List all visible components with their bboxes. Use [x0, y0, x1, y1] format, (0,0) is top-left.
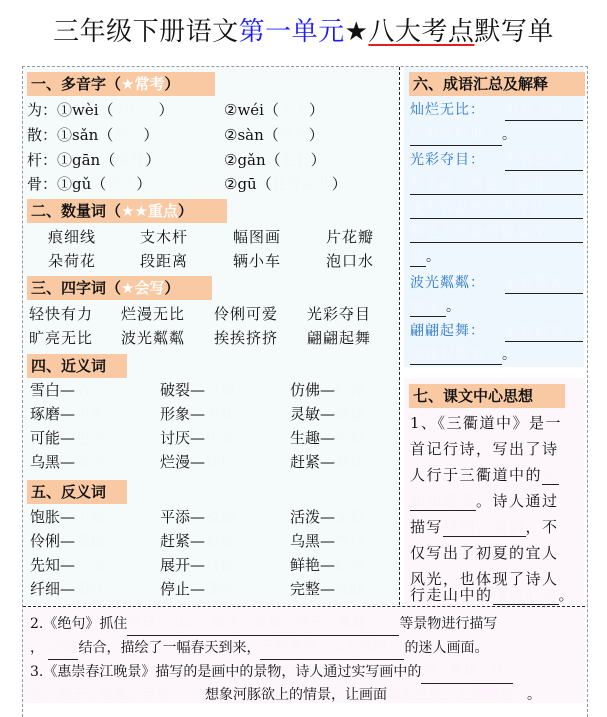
idiom-answer: 明净 [410, 299, 440, 315]
question-2-line-1 [30, 612, 497, 636]
answer-blank[interactable] [410, 364, 502, 365]
idiom-answer: 形容轻快 [505, 323, 565, 339]
answer: 残缺 [335, 580, 366, 598]
text: 描写 [410, 518, 444, 536]
word: 雪白— [30, 381, 76, 399]
answer-1: 旗杆 [115, 151, 146, 169]
section-heading-antonyms: 五、反义词 [27, 480, 127, 504]
antonym-item [30, 578, 105, 600]
center-idea-line [410, 462, 585, 489]
char: 为： [27, 101, 58, 119]
measure-word: 泡口水 [326, 252, 375, 270]
answer: 分裂 [205, 381, 236, 399]
idiom-answer: 的美丽、鲜艳，也用 [410, 177, 545, 193]
synonym-item [160, 451, 235, 473]
answer-blank[interactable] [410, 242, 583, 243]
answer: 愉悦心情 [492, 586, 559, 604]
pinyin-1: ①gān（ [57, 151, 116, 169]
four-char-word: 光彩夺目 [307, 305, 372, 323]
section-close: ） [164, 279, 180, 297]
answer-2: 花骨朵儿 [271, 175, 332, 193]
paren: ） [143, 126, 159, 144]
section-tag: ★会写 [121, 279, 165, 297]
word: 鲜艳— [290, 556, 336, 574]
text: 等景物进行描写 [399, 616, 498, 632]
title-highlight: 八大考点 [368, 17, 475, 47]
question-3-line-1 [30, 660, 513, 684]
answer: 赶快 [335, 453, 366, 471]
paren: ） [308, 101, 324, 119]
answer: 见 [542, 466, 559, 484]
pinyin-1: ①sǎn（ [57, 126, 114, 144]
measure-word: 辆小车 [233, 252, 282, 270]
paren: ） [145, 151, 161, 169]
char: 散： [27, 126, 58, 144]
measure-word: 段距离 [140, 252, 189, 270]
word: 琢磨— [30, 405, 76, 423]
antonym-item [290, 506, 365, 528]
answer: 暗淡 [335, 556, 366, 574]
section-heading-center-idea: 七、课文中心思想 [409, 384, 565, 408]
word: 可能— [30, 429, 76, 447]
synonym-item [290, 403, 365, 425]
idiom-answer: 烂漫的程度 [410, 127, 485, 143]
answer: 绿阴、黄鹂 [443, 518, 526, 536]
pinyin-1: ①gǔ（ [57, 175, 107, 193]
answer-1: 骨头 [106, 175, 137, 193]
idiom-word: 灿烂无比： [410, 102, 485, 118]
answer: 思考 [75, 405, 106, 423]
pinyin-1: ①wèi（ [57, 101, 114, 119]
answer: 形状 [205, 405, 236, 423]
char: 杆： [27, 151, 58, 169]
synonym-item [160, 379, 235, 401]
center-idea-line: 首记行诗，写出了诗 [410, 440, 559, 458]
text: 。诗人通过 [476, 492, 559, 510]
answer: 好像 [335, 381, 366, 399]
answer: 厌恶 [205, 429, 236, 447]
answer: 生机 [335, 429, 366, 447]
answer: 万物复苏、山水秀丽 [260, 636, 404, 660]
synonym-item [30, 427, 105, 449]
idiom-word: 光彩夺目： [410, 152, 485, 168]
polyphone-row [27, 149, 160, 171]
pinyin-2: ②gū（ [224, 175, 272, 193]
word: 赶紧— [160, 532, 206, 550]
text: 。 [527, 687, 541, 703]
section-heading-synonyms: 四、近义词 [27, 354, 127, 378]
answer: 迟日、山江、春风、花草、燕子、鸳鸯 [127, 612, 399, 636]
idiom-answer: 地跳起舞来 [410, 347, 485, 363]
word: 破裂— [160, 381, 206, 399]
vertical-divider [399, 67, 402, 605]
idiom-answer: 就 [410, 249, 425, 265]
word: 灵敏— [290, 405, 336, 423]
title-part1: 三年级下册语文 [53, 17, 239, 47]
section-label: 一、多音字（ [31, 75, 122, 93]
answer-2: 笔杆 [280, 151, 311, 169]
answer-blank[interactable] [410, 194, 583, 195]
answer: 迟缓 [205, 532, 236, 550]
synonym-item [290, 427, 365, 449]
synonym-item [160, 427, 235, 449]
polyphone-row-2 [224, 99, 324, 121]
answer: 锐减 [205, 508, 236, 526]
star-icon: ★ [344, 17, 369, 47]
answer: 富有生机、充满情趣 [387, 687, 513, 703]
section-label: 二、数量词（ [31, 202, 122, 220]
text: 结合，描绘了一幅春天到来， [78, 640, 261, 656]
four-char-word: 伶俐可爱 [214, 305, 279, 323]
polyphone-row-2 [224, 124, 324, 146]
antonym-item [290, 530, 365, 552]
word: 讨厌— [160, 429, 206, 447]
answer-blank[interactable] [410, 266, 426, 267]
answer: 动静 [48, 636, 78, 660]
period: 。 [502, 347, 517, 363]
period: 。 [446, 299, 461, 315]
paren: ） [331, 175, 347, 193]
answer: 继续 [205, 580, 236, 598]
section-tag: ★常考 [121, 75, 165, 93]
four-char-word: 旷亮无比 [29, 329, 94, 347]
answer: 闻和感受 [410, 492, 477, 510]
answer: 漆黑 [75, 453, 106, 471]
measure-word: 支木杆 [140, 228, 189, 246]
antonym-item [30, 506, 105, 528]
section-heading-measure-words [27, 199, 227, 223]
answer: 合拢 [205, 556, 236, 574]
text: ，不 [525, 518, 559, 536]
section-heading-four-char-words [27, 276, 212, 300]
word: 饱胀— [30, 508, 76, 526]
section-tag: ★★重点 [121, 202, 178, 220]
answer: 灿烂 [205, 453, 236, 471]
polyphone-row-2 [224, 149, 326, 171]
synonym-item [290, 379, 365, 401]
paren: ） [310, 151, 326, 169]
answer: 也许 [75, 429, 106, 447]
answer: 粗壮 [75, 580, 106, 598]
measure-word: 幅图画 [233, 228, 282, 246]
antonym-item [160, 530, 235, 552]
four-char-word: 波光粼粼 [121, 329, 186, 347]
paren: ） [158, 101, 174, 119]
four-char-word: 烂漫无比 [121, 305, 186, 323]
four-char-word: 翩翩起舞 [307, 329, 372, 347]
word: 形象— [160, 405, 206, 423]
antonym-item [290, 554, 365, 576]
word: 赶紧— [290, 453, 336, 471]
answer-1: 散文 [113, 126, 144, 144]
antonym-item [30, 554, 105, 576]
text: 想象河豚欲上的情景，让画面 [205, 687, 387, 703]
antonym-item [290, 578, 365, 600]
center-idea-line: 风光，也体现了诗人 [410, 570, 559, 588]
idiom-word: 波光粼粼： [410, 275, 485, 291]
antonym-item [160, 506, 235, 528]
word: 停止— [160, 580, 206, 598]
synonym-item [160, 403, 235, 425]
section-close: ） [164, 75, 180, 93]
char: 骨： [27, 175, 58, 193]
text: 3.《惠崇春江晚景》描写的是画中的景物，诗人通过实写画中的 [30, 664, 422, 680]
word: 平添— [160, 508, 206, 526]
idiom-word: 翩翩起舞： [410, 323, 485, 339]
word: 伶俐— [30, 532, 76, 550]
measure-word: 片花瓣 [326, 228, 375, 246]
question-2-line-2 [30, 636, 488, 660]
section-label: 三、四字词（ [31, 279, 122, 297]
four-char-word: 轻快有力 [29, 305, 94, 323]
answer: 竹、桃花、江 [421, 660, 513, 684]
word: 先知— [30, 556, 76, 574]
center-idea-line: 1、《三衢道中》是一 [410, 414, 563, 432]
antonym-item [160, 578, 235, 600]
word: 烂漫— [160, 453, 206, 471]
answer: 后觉 [75, 556, 106, 574]
idiom-answer: 来形容某些艺术作品 [410, 201, 545, 217]
synonym-item [30, 379, 105, 401]
question-3-line-2 [30, 684, 541, 707]
answer-1: 为什么 [113, 101, 159, 119]
center-idea-line [410, 582, 585, 609]
paren: ） [136, 175, 152, 193]
answer-blank[interactable] [410, 145, 502, 146]
four-char-word: 挨挨挤挤 [214, 329, 279, 347]
polyphone-row [27, 99, 174, 121]
answer: 敏捷 [335, 405, 366, 423]
word: 活泼— [290, 508, 336, 526]
word: 生趣— [290, 429, 336, 447]
word: 展开— [160, 556, 206, 574]
period: 。 [502, 127, 517, 143]
pinyin-2: ②sàn（ [224, 126, 279, 144]
text: 2.《绝句》抓住 [30, 616, 128, 632]
center-idea-line [410, 514, 585, 541]
answer: 笨拙 [75, 532, 106, 550]
text: 人行于三衢道中的 [410, 466, 543, 484]
answer-blank[interactable] [410, 316, 446, 317]
pinyin-2: ②wéi（ [224, 101, 279, 119]
answer: 洁白 [75, 381, 106, 399]
idiom-answer: 形容天真 [505, 102, 565, 118]
idiom-answer: 形容色彩 [505, 152, 565, 168]
section-close: ） [177, 202, 193, 220]
polyphone-row-2 [224, 173, 347, 195]
answer: 雪白 [335, 532, 366, 550]
antonym-item [160, 554, 235, 576]
center-idea-line [410, 488, 585, 515]
word: 仿佛— [290, 381, 336, 399]
pinyin-2: ②gǎn（ [224, 151, 281, 169]
word: 乌黑— [290, 532, 336, 550]
answer-2: 散步 [278, 126, 309, 144]
measure-word: 痕细线 [48, 228, 97, 246]
polyphone-row [27, 124, 158, 146]
idiom-answer: 和艺术形象的极高成 [410, 225, 545, 241]
period: 。 [426, 249, 441, 265]
measure-word: 朵荷花 [48, 252, 97, 270]
synonym-item [30, 403, 105, 425]
polyphone-row [27, 173, 151, 195]
text: ， [30, 640, 44, 656]
title-unit: 第一单元 [238, 17, 345, 47]
answer-2: 为人 [278, 101, 309, 119]
answer: 水、鸭子、蒌蒿、芦芽 [30, 687, 170, 703]
text: 的迷人画面。 [404, 640, 489, 656]
word: 完整— [290, 580, 336, 598]
word: 纤细— [30, 580, 76, 598]
idiom-answer: 形容波光 [505, 275, 565, 291]
synonym-item [290, 451, 365, 473]
synonym-item [30, 451, 105, 473]
page-title [0, 14, 607, 50]
section-heading-idioms: 六、成语汇总及解释 [409, 72, 585, 96]
text: 。 [558, 586, 576, 604]
text: 行走山中的 [410, 586, 493, 604]
section-heading-polyphones [27, 72, 215, 96]
antonym-item [30, 530, 105, 552]
answer-blank[interactable] [410, 218, 583, 219]
answer: 呆板 [335, 508, 366, 526]
answer: 干瘪 [75, 508, 106, 526]
paren: ） [308, 126, 324, 144]
center-idea-line: 仅写出了初夏的宜人 [410, 544, 559, 562]
word: 乌黑— [30, 453, 76, 471]
title-part4: 默写单 [474, 17, 554, 47]
